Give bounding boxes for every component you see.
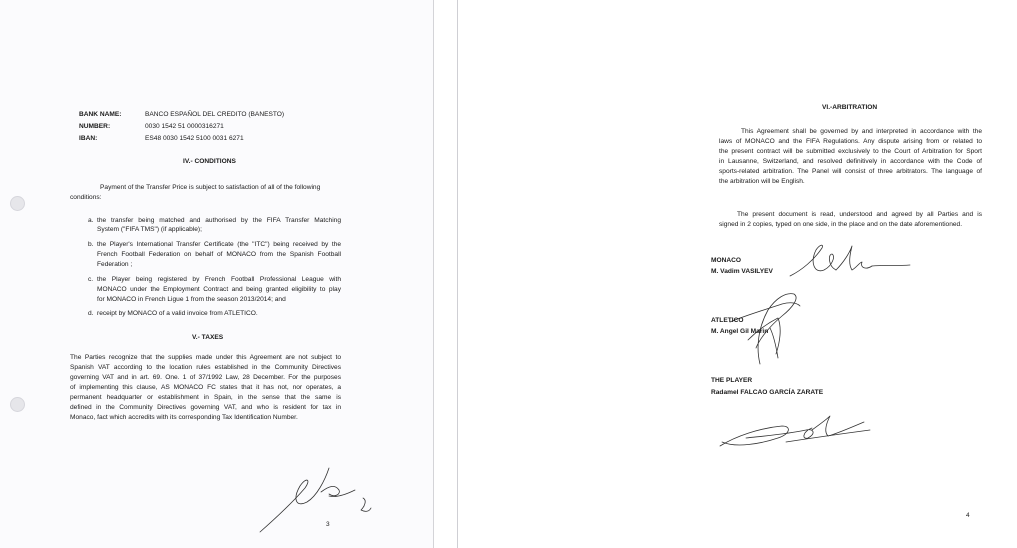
monaco-party-label: MONACO xyxy=(711,257,742,264)
condition-line: receipt by MONACO of a valid invoice from ATLETICO. xyxy=(97,310,258,317)
closing-line: The present document is read, understood and agreed by all Parties and is xyxy=(737,211,982,218)
initials-signature xyxy=(255,462,375,534)
conditions-intro-line: Payment of the Transfer Price is subject to satisfaction of all of the following xyxy=(100,184,321,191)
arbitration-line: in Lausanne, Switzerland, and resolved definitively in accordance with the Code of xyxy=(719,158,982,165)
condition-marker: d. xyxy=(88,310,94,317)
taxes-line: The Parties recognize that the supplies made under this Agreement are not subject to xyxy=(70,354,341,361)
conditions-intro-line: conditions: xyxy=(70,194,102,201)
condition-line: MONACO under the Employment Contract and being granted eligibility to play xyxy=(97,286,341,293)
taxes-line: Monaco, fact which accredits with its corresponding Tax Identification Number. xyxy=(70,414,298,421)
bank-number-value: 0030 1542 51 0000316271 xyxy=(145,123,224,130)
taxes-heading: V.- TAXES xyxy=(192,334,224,341)
bank-name-value: BANCO ESPAÑOL DEL CREDITO (BANESTO) xyxy=(145,111,285,118)
bank-name-label: BANK NAME: xyxy=(79,111,122,118)
taxes-line: Spanish VAT according to the location rules established in the Community Directives xyxy=(70,364,341,371)
condition-line: the Player being registered by French Football Professional League with xyxy=(97,276,341,283)
atletico-signatory: M. Angel Gil Marin xyxy=(711,328,769,335)
conditions-heading: IV.- CONDITIONS xyxy=(183,158,236,165)
condition-marker: b. xyxy=(88,241,94,248)
taxes-line: permanent headquarter or establishment in Spain, in the sense that the same is xyxy=(70,394,341,401)
document-page-4 xyxy=(457,0,1017,548)
closing-line: signed in 2 copies, typed on one side, in the place and on the date aforementioned. xyxy=(719,221,963,228)
arbitration-line: sports-related arbitration. The Panel will consist of three arbitrators. The language of xyxy=(719,168,982,175)
condition-line: the transfer being matched and authorised by the FIFA Transfer Matching xyxy=(97,217,341,224)
atletico-party-label: ATLETICO xyxy=(711,317,744,324)
document-page-3 xyxy=(0,0,434,548)
taxes-line: governing VAT and in art. 69. One. 1 of 37/1992 Law, 28 December. For the purposes xyxy=(70,374,341,381)
arbitration-line: the arbitration will be English. xyxy=(719,178,805,185)
bank-number-label: NUMBER: xyxy=(79,123,111,130)
arbitration-line: laws of MONACO and the FIFA Regulations. Any dispute arising from or related to xyxy=(719,138,982,145)
taxes-line: of implementing this clause, AS MONACO FC states that it has not, nor operates, a xyxy=(70,384,341,391)
player-signatory: Radamel FALCAO GARCÍA ZARATE xyxy=(711,389,824,396)
condition-line: System ("FIFA TMS") (if applicable); xyxy=(97,226,202,233)
page-gutter xyxy=(434,0,457,548)
monaco-signature xyxy=(788,240,913,282)
condition-marker: a. xyxy=(88,217,94,224)
page-number: 3 xyxy=(326,521,330,528)
taxes-line: defined in the Community Directives governing VAT, and who is resident for tax in xyxy=(70,404,341,411)
player-signature xyxy=(716,412,876,456)
bank-iban-value: ES48 0030 1542 5100 0031 6271 xyxy=(145,135,244,142)
arbitration-line: the present contract will be submitted exclusively to the Court of Arbitration for Sport xyxy=(719,148,982,155)
condition-line: Federation ; xyxy=(97,261,133,268)
condition-line: the Player's International Transfer Certificate (the "ITC") being received by the xyxy=(97,241,341,248)
condition-line: for MONACO in French Ligue 1 from the season 2013/2014; and xyxy=(97,296,286,303)
monaco-signatory: M. Vadim VASILYEV xyxy=(711,268,773,275)
binder-hole xyxy=(10,397,25,412)
bank-iban-label: IBAN: xyxy=(79,135,98,142)
condition-marker: c. xyxy=(88,276,94,283)
arbitration-heading: VI.-ARBITRATION xyxy=(822,104,878,111)
arbitration-line: This Agreement shall be governed by and interpreted in accordance with the xyxy=(741,128,982,135)
condition-line: French Football Federation on behalf of MONACO from the Spanish Football xyxy=(97,251,341,258)
page-number: 4 xyxy=(966,512,970,519)
binder-hole xyxy=(10,196,25,211)
player-party-label: THE PLAYER xyxy=(711,377,753,384)
